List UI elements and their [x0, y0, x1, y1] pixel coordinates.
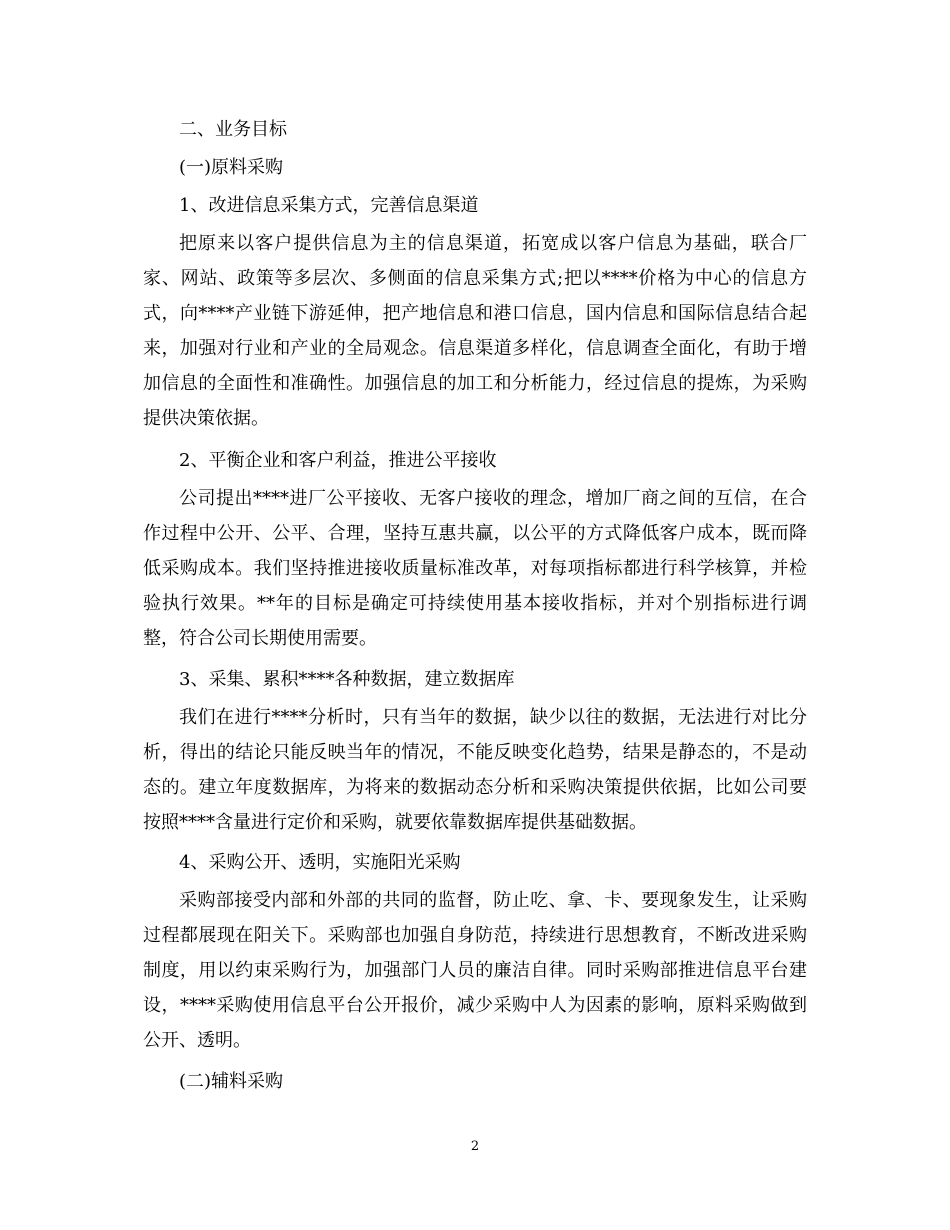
subsection-heading-raw-materials: (一)原料采购	[179, 157, 284, 178]
item-heading-1: 1、改进信息采集方式，完善信息渠道	[179, 195, 479, 216]
item-body-4: 采购部接受内部和外部的共同的监督，防止吃、拿、卡、要现象发生，让采购过程都展现在阳关下。采购部也加强自身防范，持续进行思想教育，不断改进采购制度，用以约束采购行为，加强部门人员的廉洁自律。同时采购部推进信息平台建设，****采购使用信息平台公开报价，减少采购中人为因素的影响，原料采购做到公开、透明。	[143, 890, 807, 1051]
subsection-heading-auxiliary-materials: (二)辅料采购	[179, 1071, 284, 1092]
item-body-3: 我们在进行****分析时，只有当年的数据，缺少以往的数据，无法进行对比分析，得出的结论只能反映当年的情况，不能反映变化趋势，结果是静态的，不是动态的。建立年度数据库，为将来的数据动态分析和采购决策提供依据，比如公司要按照****含量进行定价和采购，就要依靠数据库提供基础数据。	[143, 707, 807, 833]
item-heading-4: 4、采购公开、透明，实施阳光采购	[179, 852, 461, 873]
item-heading-2: 2、平衡企业和客户利益，推进公平接收	[179, 450, 497, 471]
page-number: 2	[470, 1139, 480, 1154]
item-body-1: 把原来以客户提供信息为主的信息渠道，拓宽成以客户信息为基础，联合厂家、网站、政策等多层次、多侧面的信息采集方式;把以****价格为中心的信息方式，向****产业链下游延伸，把产地信息和港口信息，国内信息和国际信息结合起来，加强对行业和产业的全局观念。信息渠道多样化，信息调查全面化，有助于增加信息的全面性和准确性。加强信息的加工和分析能力，经过信息的提炼，为采购提供决策依据。	[143, 233, 807, 429]
item-body-2: 公司提出****进厂公平接收、无客户接收的理念，增加厂商之间的互信，在合作过程中公开、公平、合理，坚持互惠共赢，以公平的方式降低客户成本，既而降低采购成本。我们坚持推进接收质量标准改革，对每项指标都进行科学核算，并检验执行效果。**年的目标是确定可持续使用基本接收指标，并对个别指标进行调整，符合公司长期使用需要。	[143, 488, 807, 649]
section-heading: 二、业务目标	[179, 119, 287, 140]
item-heading-3: 3、采集、累积****各种数据，建立数据库	[179, 669, 515, 690]
